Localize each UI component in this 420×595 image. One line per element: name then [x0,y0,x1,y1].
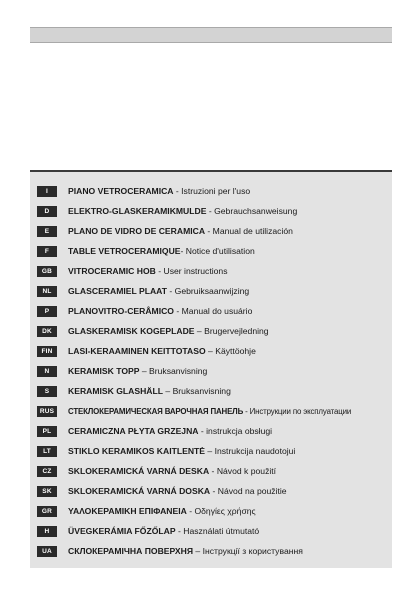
product-title: SKLOKERAMICKÁ VARNÁ DESKA [68,466,210,476]
product-title: СТЕКЛОКЕРАМИЧЕСКАЯ ВАРОЧНАЯ ПАНЕЛЬ [68,406,244,416]
language-entry [68,366,207,376]
separator: - [173,186,182,196]
language-entry [68,386,231,396]
language-entry [68,546,303,556]
product-title: CERAMICZNA PŁYTA GRZEJNA [68,426,199,436]
header-bar [30,27,392,43]
language-code-badge: GB [37,266,57,277]
language-row [30,301,392,321]
language-code-badge: P [37,306,57,317]
language-code-badge: FIN [37,346,57,357]
product-title: PLANOVITRO-CERÂMICO [68,306,174,316]
product-title: PLANO DE VIDRO DE CERAMICA [68,226,206,236]
language-row [30,401,392,421]
product-title: TABLE VETROCERAMIQUE [68,246,181,256]
language-row [30,201,392,221]
language-entry [68,206,297,216]
language-row [30,481,392,501]
manual-subtitle: Інструкції з користування [202,546,303,556]
language-row [30,261,392,281]
manual-subtitle: Használati útmutató [183,526,260,536]
language-entry [68,466,276,476]
language-entry [68,346,256,356]
product-title: ΥΑΛΟΚΕΡΑΜΙΚΗ ΕΠΙΦΑΝΕΙΑ [68,506,187,516]
manual-subtitle: Käyttöohje [215,346,256,356]
language-row [30,381,392,401]
language-code-badge: RUS [37,406,57,417]
language-row [30,521,392,541]
language-entry [68,226,293,236]
language-row [30,421,392,441]
language-code-badge: D [37,206,57,217]
separator: - [209,466,217,476]
language-entry [68,506,256,516]
language-code-badge: UA [37,546,57,557]
product-title: STIKLO KERAMIKOS KAITLENTĖ [68,446,206,456]
separator: – [193,546,203,556]
manual-subtitle: Οδηγίες χρήσης [194,506,256,516]
language-code-badge: N [37,366,57,377]
separator: - [167,286,175,296]
product-title: GLASCERAMIEL PLAAT [68,286,167,296]
language-row [30,181,392,201]
language-code-badge: LT [37,446,57,457]
product-title: PIANO VETROCERAMICA [68,186,174,196]
product-title: KERAMISK TOPP [68,366,140,376]
manual-subtitle: Инструкции по эксплуатации [249,406,352,416]
language-row [30,321,392,341]
product-title: GLASKERAMISK KOGEPLADE [68,326,195,336]
separator: - [175,526,184,536]
manual-subtitle: Manual do usuário [181,306,253,316]
separator: - [210,486,218,496]
language-code-badge: NL [37,286,57,297]
product-title: ELEKTRO-GLASKERAMIKMULDE [68,206,207,216]
manual-subtitle: Manual de utilización [212,226,293,236]
product-title: SKLOKERAMICKÁ VARNÁ DOSKA [68,486,211,496]
product-title: LASI-KERAAMINEN KEITTOTASO [68,346,206,356]
language-entry [68,486,287,496]
manual-subtitle: Gebrauchsanweisung [214,206,298,216]
manual-subtitle: Notice d'utilisation [185,246,255,256]
language-list [30,170,392,568]
separator: – [139,366,150,376]
language-code-badge: GR [37,506,57,517]
language-code-badge: S [37,386,57,397]
language-row [30,221,392,241]
language-code-badge: E [37,226,57,237]
language-code-badge: DK [37,326,57,337]
language-code-badge: F [37,246,57,257]
language-code-badge: H [37,526,57,537]
product-title: СКЛОКЕРАМІЧНА ПОВЕРХНЯ [68,546,194,556]
separator: - [155,266,164,276]
language-row [30,341,392,361]
language-row [30,501,392,521]
manual-subtitle: Istruzioni per l'uso [181,186,251,196]
language-code-badge: SK [37,486,57,497]
language-entry [68,446,295,456]
separator: - [205,226,213,236]
language-row [30,541,392,561]
language-code-badge: CZ [37,466,57,477]
separator: - [243,406,250,416]
separator: – [205,446,215,456]
language-code-badge: I [37,186,57,197]
separator: - [186,506,195,516]
manual-subtitle: User instructions [163,266,228,276]
language-row [30,241,392,261]
product-title: VITROCERAMIC HOB [68,266,156,276]
language-entry [68,286,249,296]
manual-subtitle: Bruksanvisning [149,366,208,376]
manual-subtitle: Instrukcija naudotojui [214,446,296,456]
language-code-badge: PL [37,426,57,437]
language-entry [68,266,228,276]
language-row [30,461,392,481]
manual-subtitle: Bruksanvisning [172,386,231,396]
separator: - [198,426,207,436]
manual-subtitle: Návod na použitie [217,486,287,496]
separator: - [180,246,186,256]
product-title: ÜVEGKERÁMIA FŐZŐLAP [68,526,176,536]
language-entry [68,526,259,536]
manual-subtitle: Gebruiksaanwijzing [174,286,250,296]
language-row [30,441,392,461]
separator: – [194,326,205,336]
language-entry [68,306,252,316]
language-entry [68,407,351,416]
language-row [30,281,392,301]
separator: – [205,346,216,356]
separator: - [174,306,182,316]
language-entry [68,326,269,336]
language-entry [68,246,255,256]
language-row [30,361,392,381]
manual-subtitle: Brugervejledning [204,326,269,336]
manual-subtitle: Návod k použití [216,466,277,476]
product-title: KERAMISK GLASHÄLL [68,386,164,396]
language-entry [68,426,272,436]
manual-subtitle: instrukcja obsługi [206,426,273,436]
separator: – [163,386,173,396]
language-entry [68,186,250,196]
separator: - [206,206,215,216]
